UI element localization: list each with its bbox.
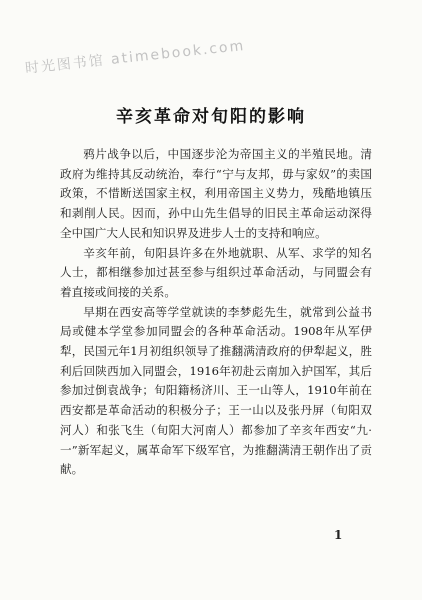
watermark: 时光图书馆 atimebook.com (24, 37, 246, 77)
paragraph: 早期在西安高等学堂就读的李梦彪先生，就常到公益书局或健本学堂参加同盟会的各种革命活动。1908年从军伊犁，民国元年1月初组织领导了推翻满清政府的伊犁起义，胜利后回陕西加入同盟会，1916年初赴云南加入护国军，其后参加过倒袁战争；旬阳籍杨济川、王一山等人，1910年前在西安都是革命活动的积极分子；王一山以及张丹屏（旬阳双河人）和张飞生（旬阳大河南人）都参加了辛亥年西安“九·一”新军起义，属革命军下级军官，为推翻满清王朝作出了贡献。 (60, 304, 372, 477)
page-title: 辛亥革命对旬阳的影响 (116, 107, 306, 127)
body-text (60, 145, 372, 480)
paragraph: 鸦片战争以后，中国逐步沦为帝国主义的半殖民地。清政府为维持其反动统治，奉行“宁与友邦，毋与家奴”的卖国政策，不惜断送国家主权，利用帝国主义势力，残酷地镇压和剥削人民。因而，孙中山先生倡导的旧民主革命运动深得全中国广大人民和知识界及进步人士的支持和响应。 (60, 147, 372, 240)
page-number: 1 (334, 528, 343, 542)
paragraph: 辛亥年前，旬阳县许多在外地就职、从军、求学的知名人士，都相继参加过甚至参与组织过革命活动，与同盟会有着直接或间接的关系。 (60, 245, 372, 299)
